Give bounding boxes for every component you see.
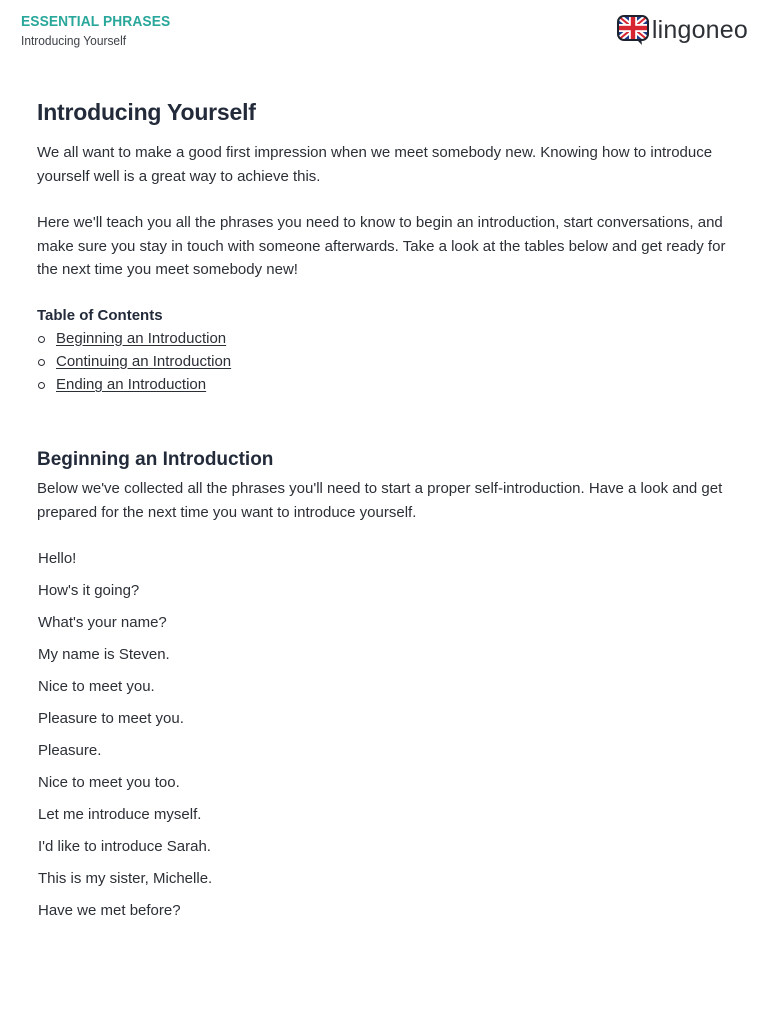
phrase-item: My name is Steven. (38, 646, 170, 664)
phrase-item: What's your name? (38, 614, 167, 632)
section-title: Beginning an Introduction (37, 449, 274, 471)
phrase-item: This is my sister, Michelle. (38, 870, 213, 888)
header-subtitle: Introducing Yourself (21, 33, 127, 48)
phrase-list (38, 543, 737, 927)
category-label: ESSENTIAL PHRASES (21, 13, 171, 30)
lingoneo-logo[interactable] (617, 14, 748, 46)
toc-title: Table of Contents (37, 306, 163, 324)
phrase-item: Pleasure. (38, 742, 102, 760)
phrase-item: Have we met before? (38, 902, 181, 920)
page-title: Introducing Yourself (37, 99, 256, 125)
page-header (0, 0, 768, 60)
toc-link-ending[interactable]: Ending an Introduction (56, 376, 207, 394)
toc-link-continuing[interactable]: Continuing an Introduction (56, 352, 232, 370)
section-intro: Below we've collected all the phrases you'll need to start a proper self-introduction. Have a look and get prepared for the next time you want to introduce yourself. (37, 480, 723, 521)
table-of-contents (37, 327, 737, 397)
toc-link-beginning[interactable]: Beginning an Introduction (56, 329, 227, 347)
phrase-item: Pleasure to meet you. (38, 710, 184, 728)
uk-flag-speech-bubble-icon (617, 15, 649, 46)
article-content (37, 96, 737, 927)
intro-paragraph-2: Here we'll teach you all the phrases you need to know to begin an introduction, start conversations, and make sure you stay in touch with someone afterwards. Take a look at the tables below and get ready for the next time you meet somebody new! (37, 214, 726, 278)
phrase-item: Nice to meet you. (38, 678, 155, 696)
phrase-item: Hello! (38, 550, 77, 568)
toc-item (37, 350, 737, 373)
phrase-item: Let me introduce myself. (38, 806, 202, 824)
phrase-item: I'd like to introduce Sarah. (38, 838, 211, 856)
brand-block (21, 13, 183, 48)
toc-item (37, 327, 737, 350)
toc-item (37, 373, 737, 396)
phrase-item: Nice to meet you too. (38, 774, 180, 792)
intro-paragraph-1: We all want to make a good first impression when we meet somebody new. Knowing how to introduce yourself well is a great way to achieve this. (37, 144, 713, 185)
logo-wordmark: lingoneo (651, 16, 748, 44)
phrase-item: How's it going? (38, 582, 140, 600)
